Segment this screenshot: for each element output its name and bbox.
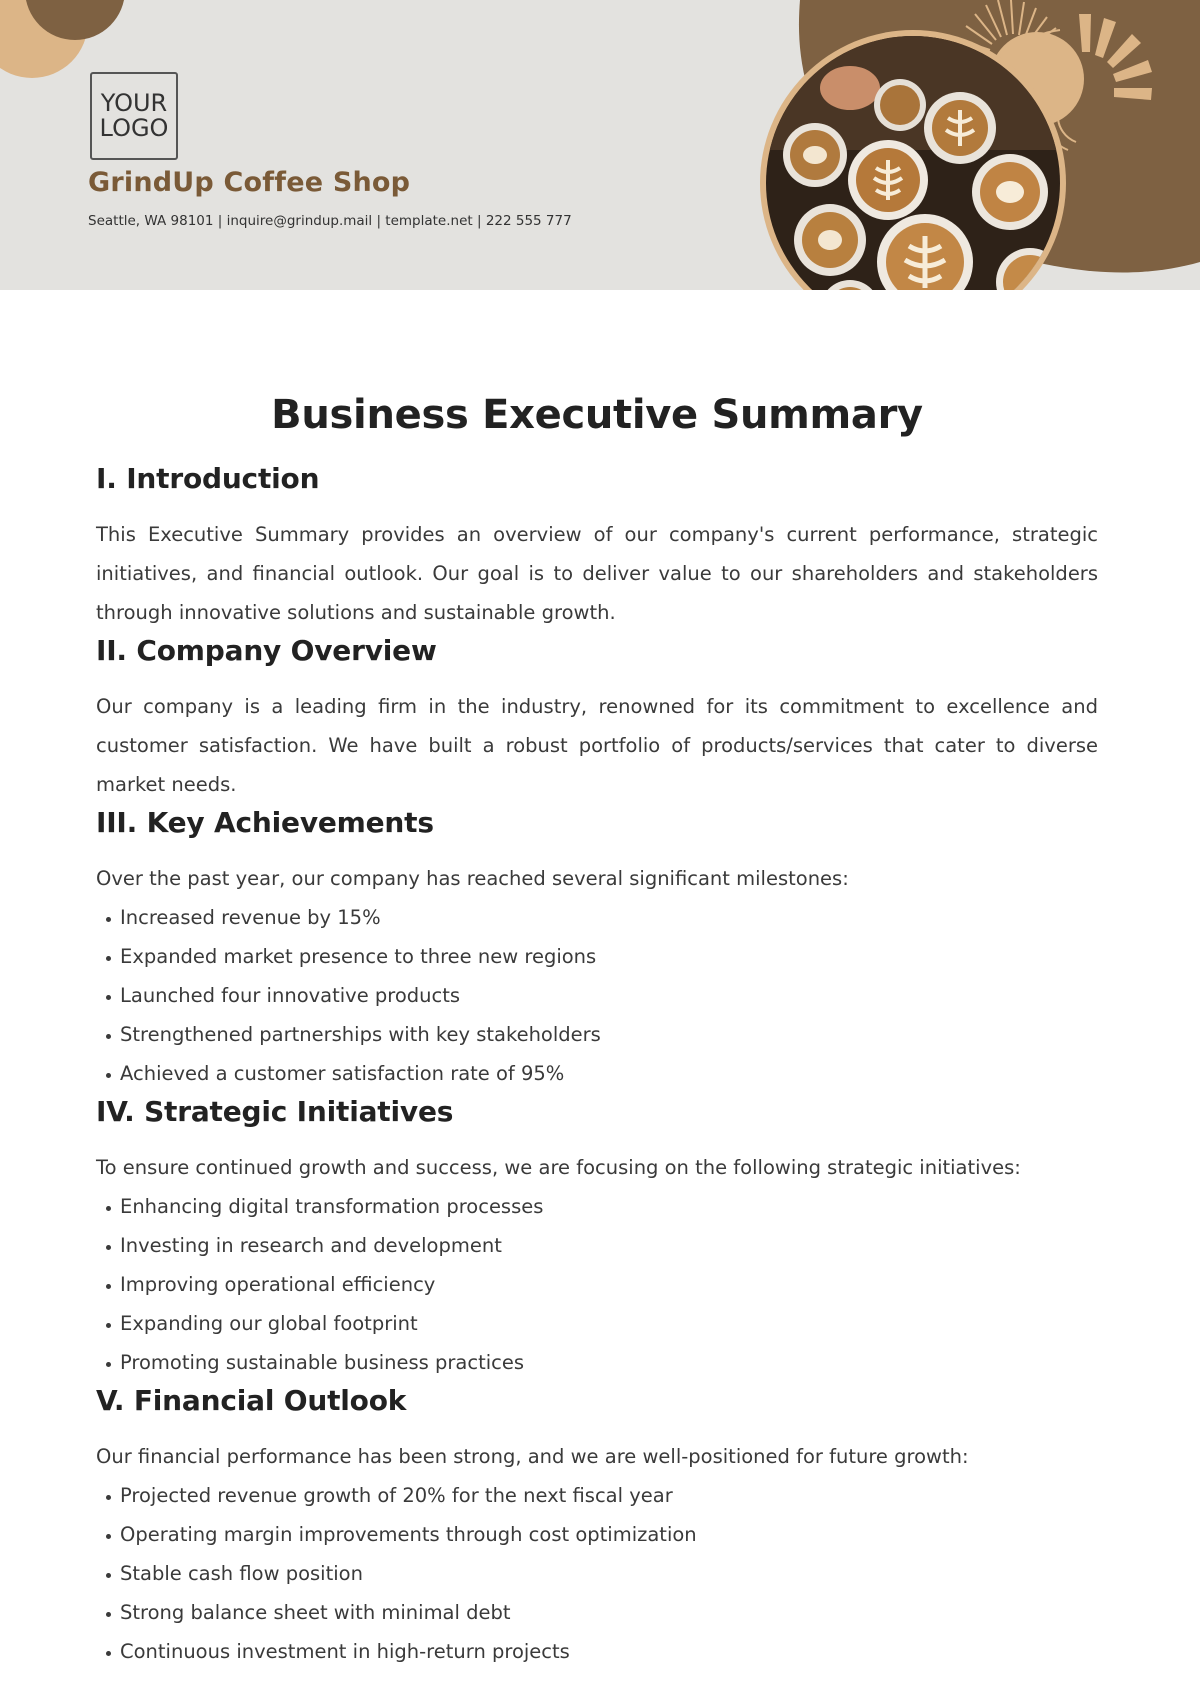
- list-item: Expanding our global footprint: [96, 1304, 1098, 1343]
- logo-placeholder: [90, 72, 178, 160]
- list-item: Stable cash flow position: [96, 1554, 1098, 1593]
- header-decoration: [0, 0, 1200, 290]
- logo-text: YOUR LOGO: [99, 89, 169, 142]
- list-item: Increased revenue by 15%: [96, 898, 1098, 937]
- section-paragraph: Our company is a leading firm in the industry, renowned for its commitment to excellence and customer satisfaction. We have built a robust portfolio of products/services that cater to diverse market needs.: [96, 695, 1098, 796]
- section-financial-outlook: [96, 1384, 1098, 1671]
- section-heading: III. Key Achievements: [96, 806, 434, 839]
- financial-list: [96, 1476, 1098, 1671]
- section-strategic-initiatives: [96, 1095, 1098, 1382]
- section-paragraph: This Executive Summary provides an overview of our company's current performance, strategic initiatives, and financial outlook. Our goal is to deliver value to our shareholders and stakeholders through innovative solutions and sustainable growth.: [96, 523, 1098, 624]
- section-heading: I. Introduction: [96, 462, 320, 495]
- list-item: Promoting sustainable business practices: [96, 1343, 1098, 1382]
- achievements-list: [96, 898, 1098, 1093]
- list-item: Projected revenue growth of 20% for the next fiscal year: [96, 1476, 1098, 1515]
- initiatives-list: [96, 1187, 1098, 1382]
- company-name: GrindUp Coffee Shop: [88, 167, 411, 198]
- list-item: Continuous investment in high-return projects: [96, 1632, 1098, 1671]
- list-item: Enhancing digital transformation processes: [96, 1187, 1098, 1226]
- list-item: Strengthened partnerships with key stakeholders: [96, 1015, 1098, 1054]
- page-header: [0, 0, 1200, 290]
- section-heading: IV. Strategic Initiatives: [96, 1095, 454, 1128]
- section-lead: Over the past year, our company has reached several significant milestones:: [96, 867, 849, 890]
- section-introduction: [96, 462, 1098, 632]
- document-title: Business Executive Summary: [271, 392, 923, 438]
- list-item: Strong balance sheet with minimal debt: [96, 1593, 1098, 1632]
- section-heading: II. Company Overview: [96, 634, 437, 667]
- list-item: Launched four innovative products: [96, 976, 1098, 1015]
- list-item: Operating margin improvements through cost optimization: [96, 1515, 1098, 1554]
- list-item: Investing in research and development: [96, 1226, 1098, 1265]
- contact-line: Seattle, WA 98101 | inquire@grindup.mail | template.net | 222 555 777: [88, 213, 572, 229]
- document-body: [96, 392, 1098, 1673]
- list-item: Expanded market presence to three new regions: [96, 937, 1098, 976]
- list-item: Achieved a customer satisfaction rate of 95%: [96, 1054, 1098, 1093]
- list-item: Improving operational efficiency: [96, 1265, 1098, 1304]
- section-lead: To ensure continued growth and success, we are focusing on the following strategic initiatives:: [96, 1156, 1021, 1179]
- section-company-overview: [96, 634, 1098, 804]
- section-key-achievements: [96, 806, 1098, 1093]
- section-heading: V. Financial Outlook: [96, 1384, 407, 1417]
- section-lead: Our financial performance has been strong, and we are well-positioned for future growth:: [96, 1445, 969, 1468]
